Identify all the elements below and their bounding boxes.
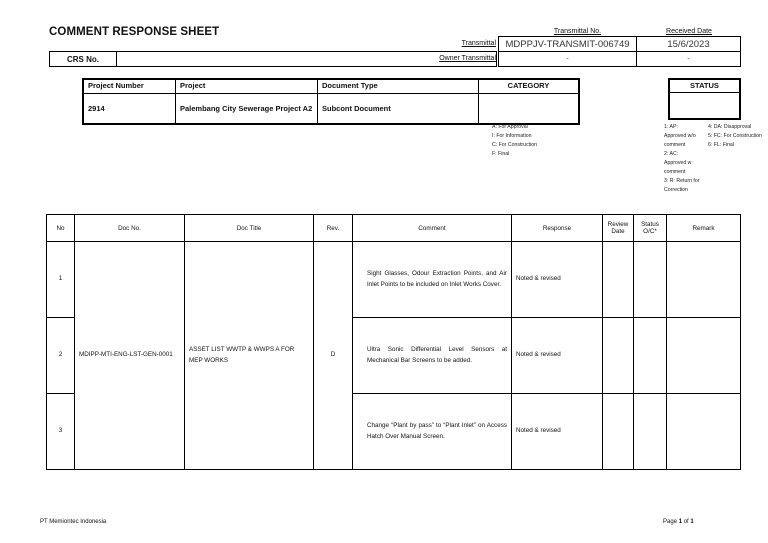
legend-item: A: For Approval (492, 124, 528, 130)
legend-item: comment (664, 142, 686, 148)
table-row (47, 242, 741, 318)
row-no: 3 (47, 394, 75, 470)
legend-item: Approved w/o (664, 133, 696, 139)
legend-item: I: For Information (492, 133, 532, 139)
col-doc-title: Doc Title (185, 215, 314, 242)
crs-no-row (49, 51, 497, 67)
owner-transmittal-label: Owner Transmittal (439, 55, 496, 62)
status-cell (634, 318, 667, 394)
transmittal-no-field: MDPPJV-TRANSMIT-006749 (498, 36, 637, 52)
col-status: Status O/C* (634, 215, 667, 242)
doc-no-cell: MDIPP-MTI-ENG-LST-GEN-0001 (75, 242, 185, 470)
legend-item: comment (664, 169, 686, 175)
legend-item: 1: AP: (664, 124, 678, 130)
project-name-value: Palembang City Sewerage Project A2 (176, 94, 318, 125)
document-type-header: Document Type (318, 79, 479, 94)
page-current: 1 (678, 519, 683, 525)
col-comment: Comment (353, 215, 512, 242)
project-table (82, 78, 580, 125)
page-prefix: Page (663, 519, 679, 525)
project-header: Project (176, 79, 318, 94)
status-cell (634, 242, 667, 318)
project-number-value: 2914 (83, 94, 176, 125)
response-cell: Noted & revised (512, 394, 603, 470)
received-date-caption: Received Date (666, 28, 712, 35)
review-date-cell (603, 318, 634, 394)
legend-item: 3: R: Return for (664, 178, 700, 184)
row-no: 2 (47, 318, 75, 394)
remark-cell (667, 318, 741, 394)
legend-item: 6: FL: Final (708, 142, 734, 148)
review-date-cell (603, 242, 634, 318)
project-number-header: Project Number (83, 79, 176, 94)
comment-table (46, 214, 741, 470)
document-type-value: Subcont Document (318, 94, 479, 125)
sheet-title: COMMENT RESPONSE SHEET (49, 26, 220, 38)
transmittal-no-caption: Transmittal No. (553, 28, 602, 35)
legend-item: C: For Construction (492, 142, 537, 148)
transmittal-label: Transmittal (461, 40, 496, 47)
response-cell: Noted & revised (512, 318, 603, 394)
status-box (668, 78, 741, 120)
legend-item: 2: AC: (664, 151, 679, 157)
page-total: 1 (690, 519, 694, 525)
col-rev: Rev. (314, 215, 353, 242)
footer-page (663, 519, 694, 525)
col-review-date: Review Date (603, 215, 634, 242)
table-header-row (47, 215, 741, 242)
comment-cell: Sight Glasses, Odour Extraction Points, and Air Inlet Points to be included on Inlet Works Cover. (353, 242, 512, 318)
row-no: 1 (47, 242, 75, 318)
col-remark: Remark (667, 215, 741, 242)
crs-no-label: CRS No. (50, 52, 117, 66)
comment-cell: Ultra Sonic Differential Level Sensors at Mechanical Bar Screens to be added. (353, 318, 512, 394)
received-date-field: 15/6/2023 (636, 36, 741, 52)
doc-title-cell: ASSET LIST WWTP & WWPS A FOR MEP WORKS (185, 242, 314, 470)
col-response: Response (512, 215, 603, 242)
legend-item: 5: FC: For Construction (708, 133, 762, 139)
remark-cell (667, 242, 741, 318)
legend-item: 4: DA: Disapproval (708, 124, 752, 130)
status-title: STATUS (670, 80, 739, 93)
remark-cell (667, 394, 741, 470)
comment-cell: Change “Plant by pass” to “Plant Inlet” on Access Hatch Over Manual Screen. (353, 394, 512, 470)
owner-received-date-field: - (636, 51, 741, 67)
owner-transmittal-no-field: - (498, 51, 637, 67)
status-cell (634, 394, 667, 470)
legend-item: Approved w (664, 160, 692, 166)
footer-company: PT Memiontec Indonesia (40, 519, 107, 525)
col-doc-no: Doc No. (75, 215, 185, 242)
status-legend-right (708, 123, 768, 150)
legend-item: Correction (664, 187, 688, 193)
response-cell: Noted & revised (512, 242, 603, 318)
rev-cell: D (314, 242, 353, 470)
status-legend-left (664, 123, 708, 195)
category-header: CATEGORY (479, 79, 580, 94)
review-date-cell (603, 394, 634, 470)
category-value (479, 94, 580, 125)
category-legend (492, 123, 537, 159)
legend-item: F: Final (492, 151, 510, 157)
col-no: No (47, 215, 75, 242)
page-of: of (682, 519, 691, 525)
